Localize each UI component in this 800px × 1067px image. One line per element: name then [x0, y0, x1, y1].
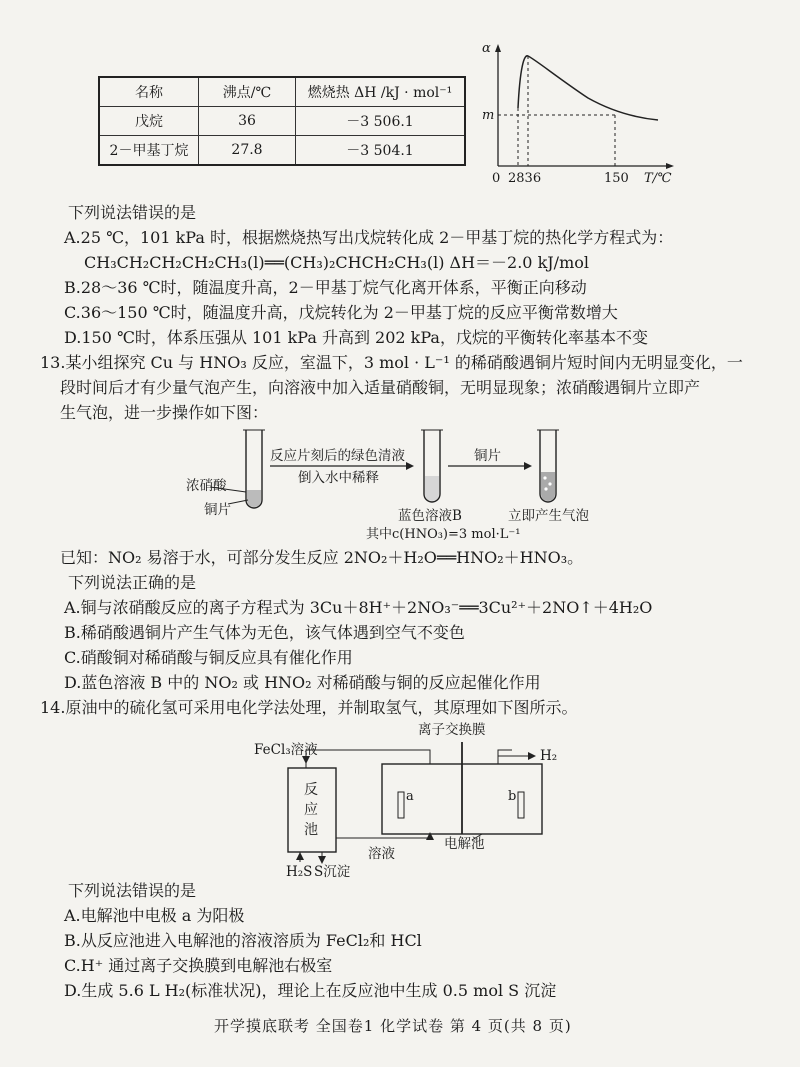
tick-label: 150: [604, 171, 629, 186]
table-cell: 2－甲基丁烷: [99, 136, 199, 166]
left-label-copper: 铜片: [204, 502, 231, 518]
table-header: 沸点/℃: [199, 77, 296, 107]
q13-option-b: B.稀硝酸遇铜片产生气体为无色，该气体遇到空气不变色: [64, 623, 465, 642]
table-cell: 27.8: [199, 136, 296, 166]
arrow1-top-label: 反应片刻后的绿色清液: [270, 448, 405, 464]
reactor-label: 反: [304, 782, 318, 798]
q12-stem: 下列说法错误的是: [68, 203, 197, 222]
y-axis-label: α: [482, 41, 491, 56]
h2s-label: H₂S: [286, 864, 313, 878]
h2-label: H₂: [540, 748, 558, 764]
conversion-graph: [478, 38, 678, 186]
q13-option-a: A.铜与浓硝酸反应的离子方程式为 3Cu＋8H⁺＋2NO₃⁻══3Cu²⁺＋2NO↑＋4H₂O: [64, 598, 653, 617]
m-label: m: [482, 108, 495, 123]
q14-option-b: B.从反应池进入电解池的溶液溶质为 FeCl₂和 HCl: [64, 931, 422, 950]
mid-label-concentration: 其中c(HNO₃)=3 mol·L⁻¹: [366, 527, 521, 542]
table-cell: 戊烷: [99, 107, 199, 136]
table-header: 名称: [99, 77, 199, 107]
tick-label: 0: [492, 171, 501, 186]
q14-electrolysis-figure: [250, 718, 570, 878]
q13-option-c: C.硝酸铜对稀硝酸与铜反应具有催化作用: [64, 648, 353, 667]
table-cell: －3 504.1: [296, 136, 466, 166]
q13-known: 已知：NO₂ 易溶于水，可部分发生反应 2NO₂＋H₂O══HNO₂＋HNO₃。: [60, 548, 584, 567]
table-cell: －3 506.1: [296, 107, 466, 136]
left-label-acid: 浓硝酸: [186, 478, 227, 494]
s-precipitate-label: S沉淀: [314, 864, 351, 878]
q14-stem: 下列说法错误的是: [68, 881, 197, 900]
q13-line1: 13.某小组探究 Cu 与 HNO₃ 反应，室温下，3 mol · L⁻¹ 的稀硝酸遇铜片短时间内无明显变化，一: [40, 353, 743, 372]
q13-option-d: D.蓝色溶液 B 中的 NO₂ 或 HNO₂ 对稀硝酸与铜的反应起催化作用: [64, 673, 541, 692]
q13-line3: 生气泡，进一步操作如下图：: [60, 403, 269, 422]
q12-equation: CH₃CH₂CH₂CH₂CH₃(l)══(CH₃)₂CHCH₂CH₃(l) ΔH＝－2.0 kJ/mol: [84, 253, 589, 272]
page-footer: 开学摸底联考 全国卷1 化学试卷 第 4 页(共 8 页): [214, 1017, 572, 1035]
q12-option-d: D.150 ℃时，体系压强从 101 kPa 升高到 202 kPa，戊烷的平衡转化率基本不变: [64, 328, 648, 347]
q14-option-c: C.H⁺ 通过离子交换膜到电解池右极室: [64, 956, 333, 975]
fecl3-label: FeCl₃溶液: [254, 742, 318, 758]
q12-option-b: B.28～36 ℃时，随温度升高，2－甲基丁烷气化离开体系，平衡正向移动: [64, 278, 587, 297]
q12-option-c: C.36～150 ℃时，随温度升高，戊烷转化为 2－甲基丁烷的反应平衡常数增大: [64, 303, 618, 322]
electrolyzer-label: 电解池: [444, 836, 485, 852]
arrow2-top-label: 铜片: [474, 448, 501, 464]
reactor-label: 应: [304, 802, 318, 818]
q14-option-a: A.电解池中电极 a 为阳极: [64, 906, 245, 925]
q13-experiment-figure: [180, 426, 620, 544]
solution-label: 溶液: [368, 846, 395, 862]
membrane-label: 离子交换膜: [418, 722, 486, 738]
electrode-a-label: a: [406, 789, 414, 804]
q12-option-a: A.25 ℃，101 kPa 时，根据燃烧热写出戊烷转化成 2－甲基丁烷的热化学方程式为：: [64, 228, 674, 247]
right-label-bubbles: 立即产生气泡: [508, 508, 589, 524]
tick-label: 2836: [508, 171, 542, 186]
x-axis-label: T/℃: [644, 171, 672, 186]
table-cell: 36: [199, 107, 296, 136]
q14-line1: 14.原油中的硫化氢可采用电化学法处理，并制取氢气，其原理如下图所示。: [40, 698, 578, 717]
mid-label-solution: 蓝色溶液B: [398, 508, 462, 524]
properties-table: [98, 76, 466, 166]
table-header: 燃烧热 ΔH /kJ · mol⁻¹: [296, 77, 466, 107]
q13-stem: 下列说法正确的是: [68, 573, 197, 592]
q14-option-d: D.生成 5.6 L H₂(标准状况)，理论上在反应池中生成 0.5 mol S 沉淀: [64, 981, 557, 1000]
electrode-b-label: b: [508, 789, 517, 804]
table-row: [99, 107, 465, 136]
q13-line2: 段时间后才有少量气泡产生，向溶液中加入适量硝酸铜，无明显现象；浓硝酸遇铜片立即产: [60, 378, 701, 397]
reactor-label: 池: [304, 822, 318, 838]
table-row: [99, 136, 465, 166]
arrow1-bottom-label: 倒入水中稀释: [298, 470, 379, 486]
